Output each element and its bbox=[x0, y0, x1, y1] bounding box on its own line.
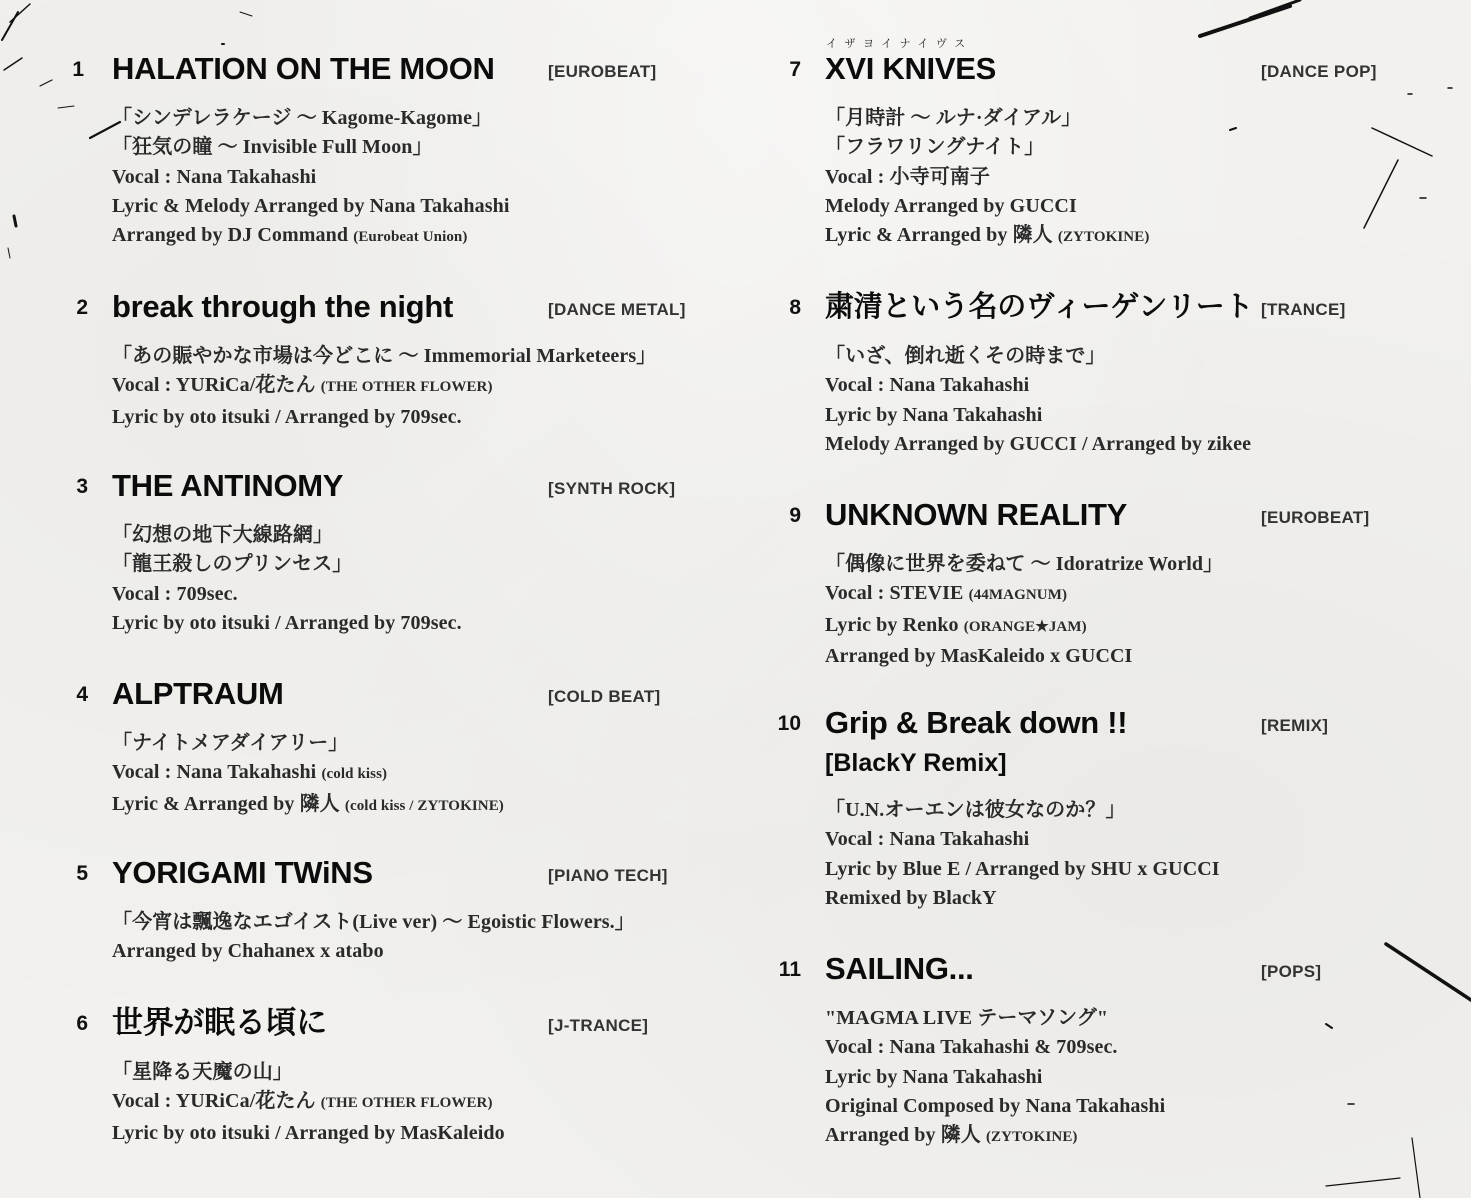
credit-line: Melody Arranged by GUCCI bbox=[825, 194, 1077, 217]
credit-line: 「U.N.オーエンは彼女なのか？」 bbox=[825, 799, 1126, 821]
credit-line: 「シンデレラケージ 〜 Kagome-Kagome」 bbox=[112, 107, 493, 129]
credit-line: 「偶像に世界を委ねて 〜 Idoratrize World」 bbox=[825, 553, 1224, 575]
track-credits bbox=[112, 729, 504, 821]
genre-tag: [TRANCE] bbox=[1261, 300, 1346, 319]
credit-line: Lyric & Arranged by 隣人 (ZYTOKINE) bbox=[825, 224, 1150, 247]
credit-line: Lyric by Renko (ORANGE★JAM) bbox=[825, 613, 1087, 636]
track-credits bbox=[112, 104, 510, 252]
credit-line: Vocal : 小寺可南子 bbox=[825, 165, 991, 188]
track-number: 8 bbox=[789, 296, 801, 319]
track-title: UNKNOWN REALITY bbox=[825, 497, 1128, 532]
credit-line: Vocal : Nana Takahashi bbox=[825, 374, 1030, 397]
genre-tag: [COLD BEAT] bbox=[548, 687, 661, 706]
track-number: 9 bbox=[789, 504, 801, 527]
credit-line: Vocal : 709sec. bbox=[112, 582, 238, 605]
track-credits bbox=[825, 342, 1251, 459]
credit-line: 「あの賑やかな市場は今どこに 〜 Immemorial Marketeers」 bbox=[112, 345, 657, 367]
credit-note: (ZYTOKINE) bbox=[985, 1129, 1078, 1146]
track-credits bbox=[112, 342, 656, 432]
credit-line: Lyric & Melody Arranged by Nana Takahashi bbox=[112, 194, 510, 217]
genre-tag: [REMIX] bbox=[1261, 716, 1329, 735]
track-number: 6 bbox=[76, 1012, 88, 1035]
credit-note: (Eurobeat Union) bbox=[353, 229, 468, 246]
track-title-remix-line: [BlackY Remix] bbox=[825, 749, 1007, 777]
credit-line: Original Composed by Nana Takahashi bbox=[825, 1094, 1166, 1117]
credit-line: Vocal : Nana Takahashi (cold kiss) bbox=[112, 761, 388, 784]
track-credits bbox=[825, 104, 1149, 252]
track-number: 3 bbox=[76, 475, 88, 498]
credit-line: Lyric by oto itsuki / Arranged by 709sec. bbox=[112, 405, 462, 428]
credit-line: 「幻想の地下大線路網」 bbox=[112, 524, 334, 546]
track-title: XVI KNIVES bbox=[825, 51, 996, 86]
credit-line: Lyric by oto itsuki / Arranged by MasKaleido bbox=[112, 1121, 505, 1144]
credit-line: 「ナイトメアダイアリー」 bbox=[112, 732, 349, 754]
genre-tag: [EUROBEAT] bbox=[1261, 508, 1370, 527]
credit-line: Lyric & Arranged by 隣人 (cold kiss / ZYTOKINE) bbox=[112, 792, 504, 815]
credit-line: "MAGMA LIVE テーマソング" bbox=[825, 1007, 1109, 1029]
credit-line: 「フラワリングナイト」 bbox=[825, 136, 1045, 159]
track-number: 11 bbox=[778, 958, 801, 981]
credit-line: 「星降る天魔の山」 bbox=[112, 1061, 293, 1083]
credit-line: Arranged by DJ Command (Eurobeat Union) bbox=[112, 224, 468, 247]
credit-line: Vocal : STEVIE (44MAGNUM) bbox=[825, 582, 1068, 605]
genre-tag: [POPS] bbox=[1261, 962, 1322, 981]
genre-tag: [J-TRANCE] bbox=[548, 1016, 649, 1035]
track-title: break through the night bbox=[112, 289, 453, 324]
track-credits bbox=[112, 908, 635, 967]
track-number: 2 bbox=[76, 296, 88, 319]
track-credits bbox=[825, 1004, 1165, 1152]
genre-tag: [DANCE POP] bbox=[1261, 62, 1377, 81]
track-title: ALPTRAUM bbox=[112, 676, 284, 711]
credit-line: 「月時計 〜 ルナ·ダイアル」 bbox=[825, 107, 1082, 129]
track-title: 粛清という名のヴィーゲンリート bbox=[825, 291, 1254, 323]
track-title: 世界が眠る頃に bbox=[112, 1005, 327, 1040]
track-credits bbox=[825, 796, 1220, 913]
credit-line: 「今宵は飄逸なエゴイスト(Live ver) 〜 Egoistic Flowers.」 bbox=[112, 911, 635, 933]
track-title: SAILING... bbox=[825, 951, 974, 986]
credit-line: Arranged by Chahanex x atabo bbox=[112, 940, 384, 963]
credit-line: 「龍王殺しのプリンセス」 bbox=[112, 553, 353, 576]
credit-note: (THE OTHER FLOWER) bbox=[320, 379, 493, 396]
credit-line: Vocal : Nana Takahashi bbox=[112, 165, 317, 188]
credit-note: (THE OTHER FLOWER) bbox=[320, 1095, 493, 1112]
credit-line: Vocal : Nana Takahashi & 709sec. bbox=[825, 1036, 1118, 1059]
track-number: 1 bbox=[72, 58, 84, 81]
track-credits bbox=[112, 1058, 505, 1148]
credit-note: (cold kiss / ZYTOKINE) bbox=[344, 797, 504, 814]
credit-note: (ORANGE★JAM) bbox=[963, 618, 1087, 635]
track-credits bbox=[825, 550, 1223, 671]
genre-tag: [DANCE METAL] bbox=[548, 300, 686, 319]
track-number: 5 bbox=[76, 862, 88, 885]
track-number: 7 bbox=[789, 58, 801, 81]
credit-line: Lyric by Nana Takahashi bbox=[825, 403, 1043, 426]
credit-line: Melody Arranged by GUCCI / Arranged by zikee bbox=[825, 432, 1252, 455]
credit-line: Arranged by 隣人 (ZYTOKINE) bbox=[825, 1124, 1078, 1147]
credit-line: Lyric by oto itsuki / Arranged by 709sec. bbox=[112, 611, 462, 634]
track-number: 10 bbox=[777, 712, 801, 735]
track-title: YORIGAMI TWiNS bbox=[112, 855, 373, 890]
track-number: 4 bbox=[76, 683, 88, 706]
credit-line: Vocal : YURiCa/花たん (THE OTHER FLOWER) bbox=[112, 1090, 493, 1113]
title-ruby: イザヨイナイヴス bbox=[826, 37, 973, 50]
genre-tag: [SYNTH ROCK] bbox=[548, 479, 676, 498]
credit-line: Vocal : YURiCa/花たん (THE OTHER FLOWER) bbox=[112, 374, 493, 397]
credit-line: 「いざ、倒れ逝くその時まで」 bbox=[825, 345, 1106, 367]
credit-note: (cold kiss) bbox=[321, 766, 388, 783]
track-title: THE ANTINOMY bbox=[112, 468, 344, 503]
credit-note: (44MAGNUM) bbox=[968, 587, 1068, 604]
credit-line: Vocal : Nana Takahashi bbox=[825, 828, 1030, 851]
track-title: Grip & Break down !! bbox=[825, 705, 1128, 740]
genre-tag: [PIANO TECH] bbox=[548, 866, 668, 885]
track-title: HALATION ON THE MOON bbox=[112, 51, 495, 86]
credit-line: 「狂気の瞳 〜 Invisible Full Moon」 bbox=[112, 136, 433, 159]
genre-tag: [EUROBEAT] bbox=[548, 62, 657, 81]
credit-line: Lyric by Nana Takahashi bbox=[825, 1065, 1043, 1088]
credit-note: (ZYTOKINE) bbox=[1057, 229, 1150, 246]
credit-line: Lyric by Blue E / Arranged by SHU x GUCCI bbox=[825, 857, 1220, 880]
credit-line: Arranged by MasKaleido x GUCCI bbox=[825, 644, 1133, 667]
track-credits bbox=[112, 521, 462, 638]
credit-line: Remixed by BlackY bbox=[825, 886, 997, 909]
